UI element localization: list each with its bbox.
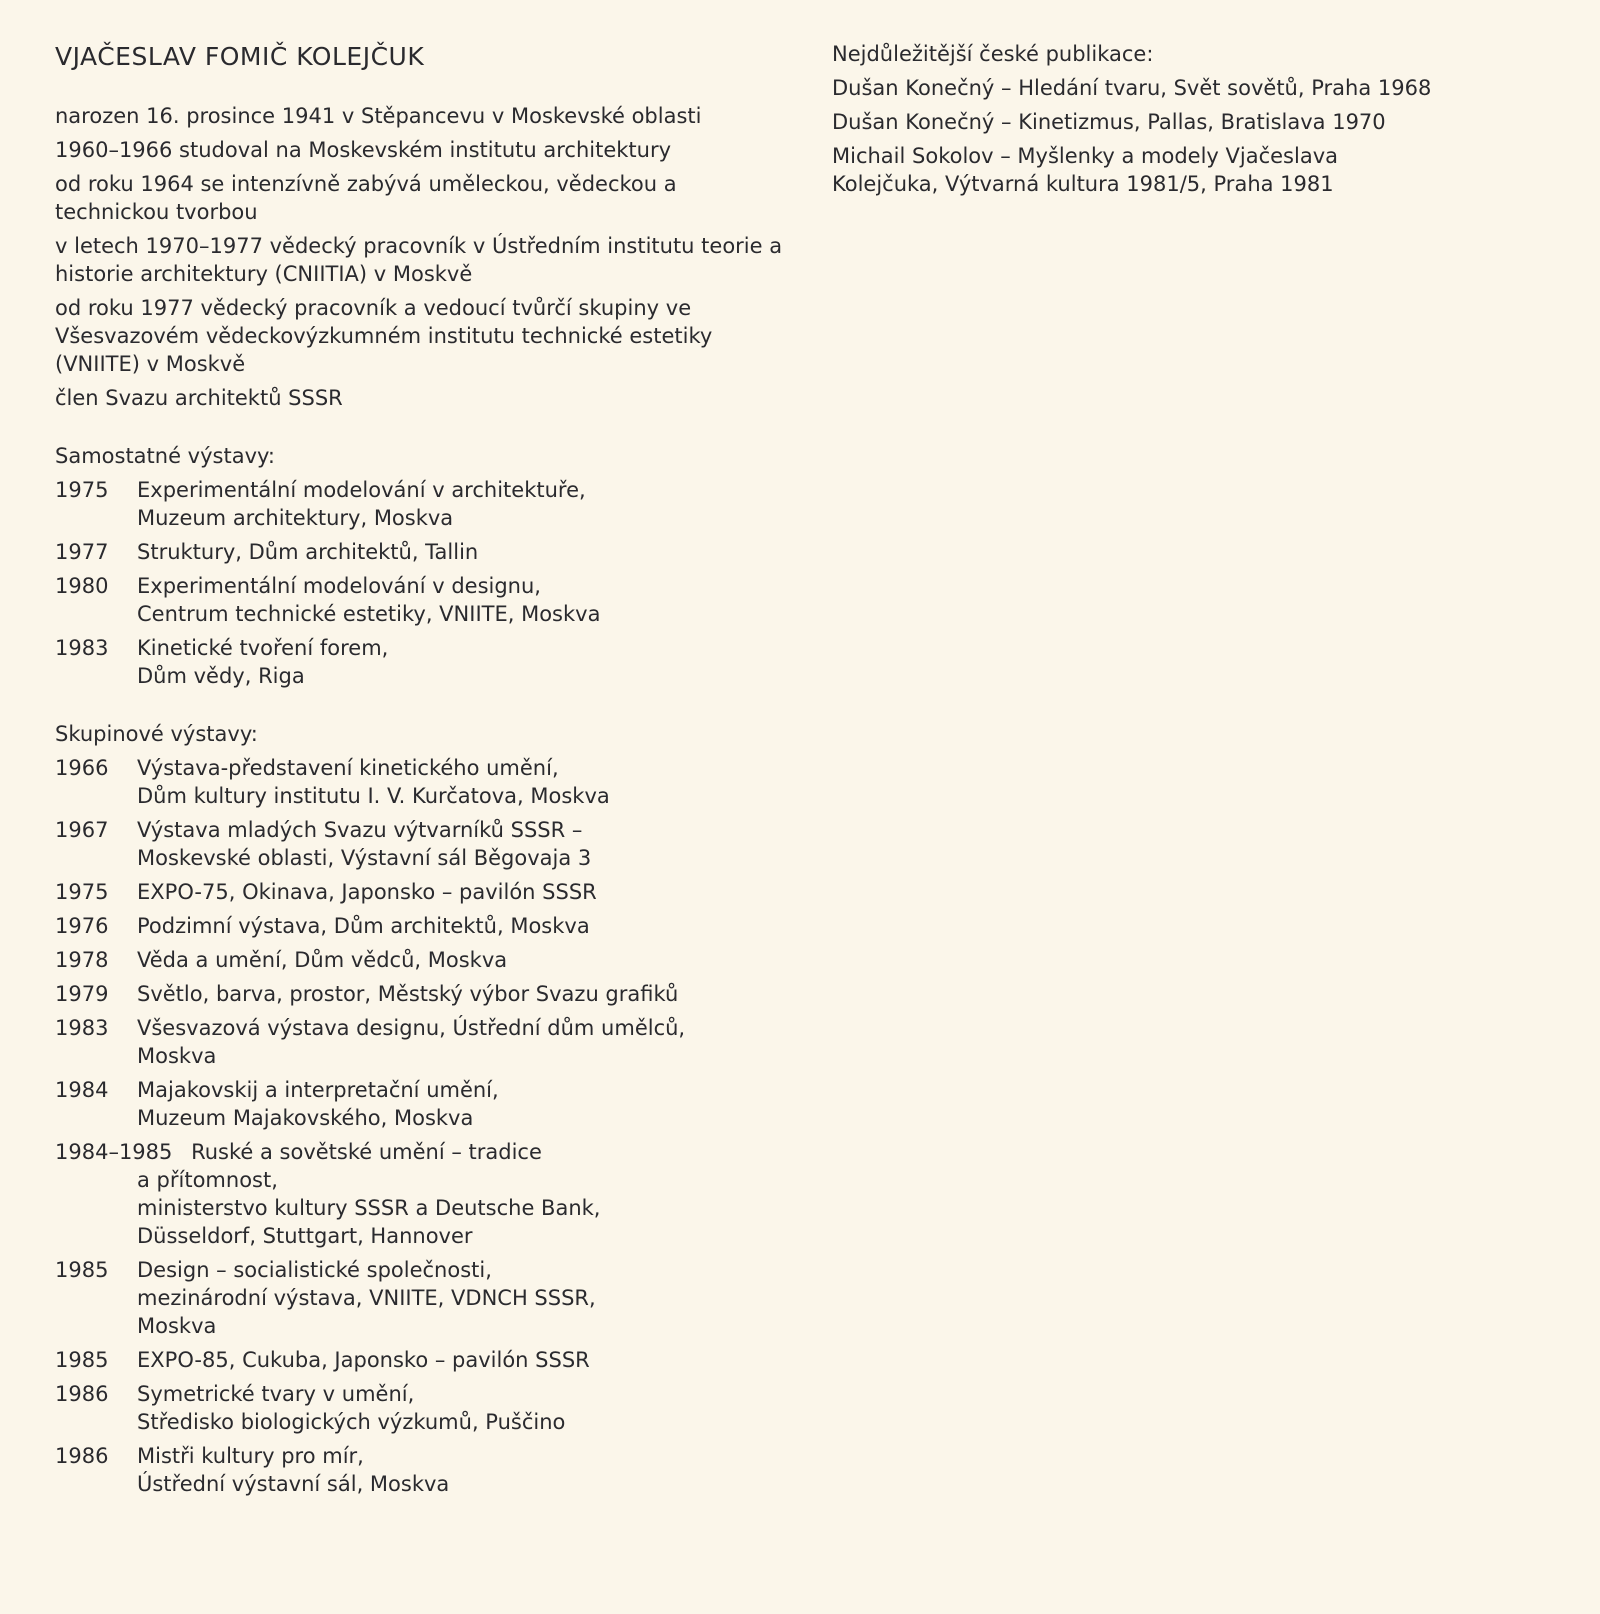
exhibition-year: 1966 — [55, 756, 109, 780]
exhibition-text: EXPO-85, Cukuba, Japonsko – pavilón SSSR — [137, 1348, 590, 1372]
exhibition-entry — [55, 634, 795, 690]
exhibition-year: 1967 — [55, 818, 109, 842]
exhibition-entry — [55, 980, 795, 1008]
exhibition-entry — [55, 476, 795, 532]
exhibition-year: 1978 — [55, 948, 109, 972]
exhibition-entry — [55, 1076, 795, 1132]
exhibition-entry — [55, 572, 795, 628]
exhibition-text: Majakovskij a interpretační umění, Muzeum Majakovského, Moskva — [137, 1078, 499, 1130]
exhibition-text: Světlo, barva, prostor, Městský výbor Svazu grafiků — [137, 982, 679, 1006]
exhibition-year: 1975 — [55, 478, 109, 502]
solo-exhibitions — [55, 442, 795, 690]
exhibition-text: Kinetické tvoření forem, Dům vědy, Riga — [137, 636, 389, 688]
exhibition-year: 1985 — [55, 1348, 109, 1372]
exhibition-text: Symetrické tvary v umění, Středisko biologických výzkumů, Puščino — [137, 1382, 566, 1434]
bio-paragraph: 1960–1966 studoval na Moskevském institutu architektury — [55, 138, 672, 162]
exhibition-year: 1977 — [55, 540, 109, 564]
publications-heading: Nejdůležitější české publikace: — [832, 42, 1154, 66]
publication-entry: Dušan Konečný – Hledání tvaru, Svět sovětů, Praha 1968 — [832, 76, 1432, 100]
exhibition-year: 1983 — [55, 1016, 109, 1040]
exhibition-year: 1984 — [55, 1078, 109, 1102]
exhibition-entry — [55, 1346, 795, 1374]
exhibition-text: Experimentální modelování v designu, Centrum technické estetiky, VNIITE, Moskva — [137, 574, 601, 626]
page-title: VJAČESLAV FOMIČ KOLEJČUK — [55, 42, 425, 71]
bio-paragraph: od roku 1964 se intenzívně zabývá uměleckou, vědeckou a technickou tvorbou — [55, 172, 677, 224]
exhibition-entry — [55, 816, 795, 872]
bio-paragraph: v letech 1970–1977 vědecký pracovník v Ústředním institutu teorie a historie architektury (CNIITIA) v Moskvě — [55, 234, 783, 286]
exhibition-text-continued: a přítomnost, ministerstvo kultury SSSR a Deutsche Bank, Düsseldorf, Stuttgart, Hannover — [137, 1168, 601, 1248]
exhibition-text: Struktury, Dům architektů, Tallin — [137, 540, 479, 564]
exhibition-text: Podzimní výstava, Dům architektů, Moskva — [137, 914, 590, 938]
exhibition-year: 1986 — [55, 1444, 109, 1468]
publication-entry: Dušan Konečný – Kinetizmus, Pallas, Bratislava 1970 — [832, 110, 1386, 134]
exhibition-entry — [55, 878, 795, 906]
exhibition-year: 1975 — [55, 880, 109, 904]
exhibition-entry — [55, 946, 795, 974]
right-column — [832, 40, 1572, 204]
exhibition-entry — [55, 754, 795, 810]
exhibition-text: Výstava-představení kinetického umění, Dům kultury institutu I. V. Kurčatova, Moskva — [137, 756, 610, 808]
exhibition-entry — [55, 1380, 795, 1436]
exhibition-text: EXPO-75, Okinava, Japonsko – pavilón SSSR — [137, 880, 597, 904]
exhibition-text: Výstava mladých Svazu výtvarníků SSSR – Moskevské oblasti, Výstavní sál Běgovaja 3 — [137, 818, 592, 870]
exhibition-year: 1980 — [55, 574, 109, 598]
exhibition-text: Věda a umění, Dům vědců, Moskva — [137, 948, 508, 972]
exhibition-year: 1985 — [55, 1258, 109, 1282]
group-heading: Skupinové výstavy: — [55, 722, 258, 746]
exhibition-year: 1983 — [55, 636, 109, 660]
exhibition-entry — [55, 1138, 795, 1250]
publication-entry: Michail Sokolov – Myšlenky a modely Vjačeslava Kolejčuka, Výtvarná kultura 1981/5, Praha 1981 — [832, 144, 1338, 196]
exhibition-year: 1984–1985 — [55, 1140, 173, 1164]
bio-paragraph: od roku 1977 vědecký pracovník a vedoucí tvůrčí skupiny ve Všesvazovém vědeckovýzkumném institutu technické estetiky (VNIITE) v Moskvě — [55, 296, 713, 376]
left-column — [55, 40, 795, 1528]
solo-heading: Samostatné výstavy: — [55, 444, 275, 468]
exhibition-entry — [55, 538, 795, 566]
bio-paragraph: narozen 16. prosince 1941 v Stěpancevu v Moskevské oblasti — [55, 104, 702, 128]
bio-paragraph: člen Svazu architektů SSSR — [55, 386, 343, 410]
exhibition-text: Experimentální modelování v architektuře, Muzeum architektury, Moskva — [137, 478, 586, 530]
exhibition-year: 1986 — [55, 1382, 109, 1406]
exhibition-text: Všesvazová výstava designu, Ústřední dům umělců, Moskva — [137, 1016, 686, 1068]
exhibition-text: Design – socialistické společnosti, mezinárodní výstava, VNIITE, VDNCH SSSR, Moskva — [137, 1258, 596, 1338]
exhibition-entry — [55, 1014, 795, 1070]
exhibition-year: 1979 — [55, 982, 109, 1006]
exhibition-text: Ruské a sovětské umění – tradice — [191, 1140, 542, 1164]
exhibition-text: Mistři kultury pro mír, Ústřední výstavní sál, Moskva — [137, 1444, 450, 1496]
exhibition-entry — [55, 912, 795, 940]
exhibition-year: 1976 — [55, 914, 109, 938]
exhibition-entry — [55, 1256, 795, 1340]
exhibition-entry — [55, 1442, 795, 1498]
group-exhibitions — [55, 720, 795, 1498]
biography — [55, 102, 795, 412]
